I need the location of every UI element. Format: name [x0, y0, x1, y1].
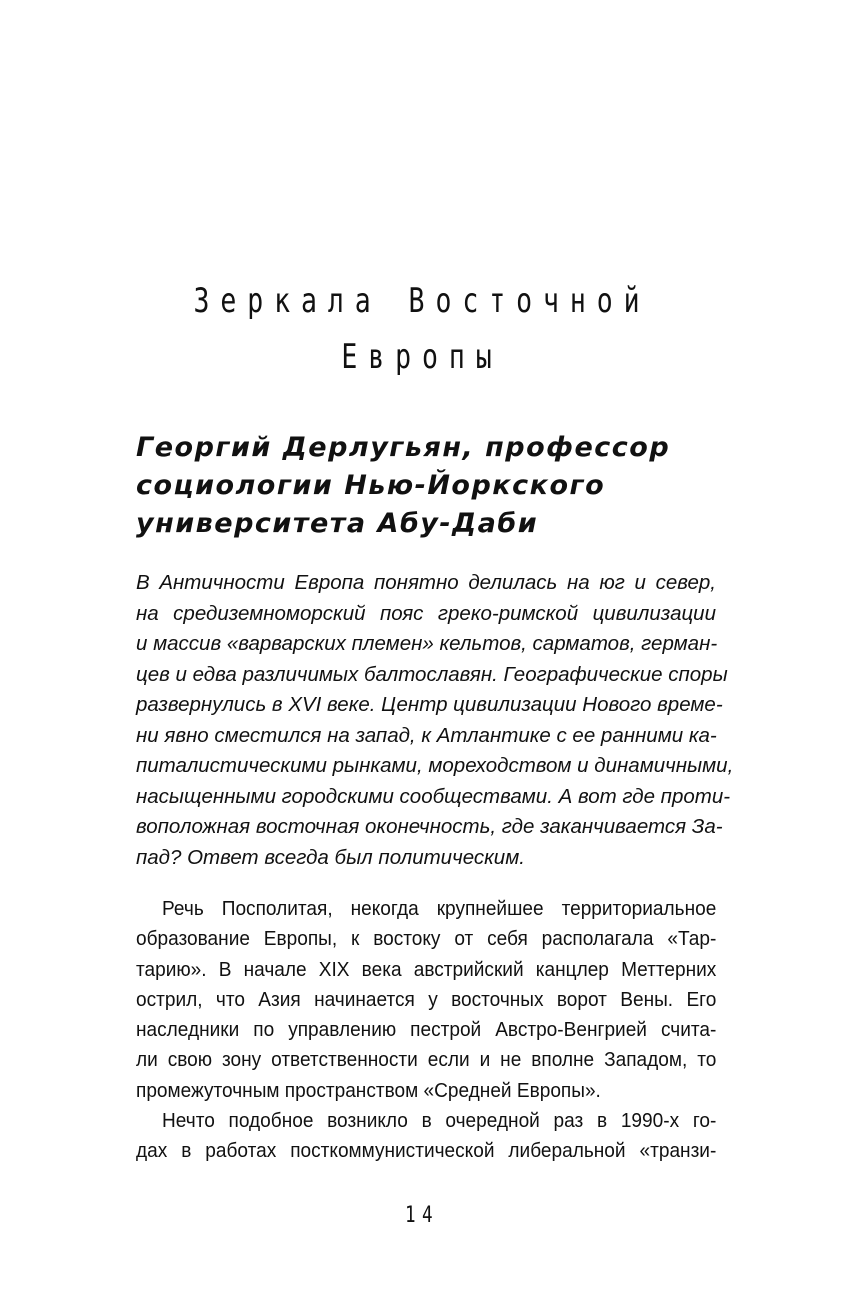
- body-line: образование Европы, к востоку от себя располагала «Тар-: [136, 927, 717, 951]
- lead-line: ни явно сместился на запад, к Атлантике с ее ранними ка-: [136, 723, 717, 747]
- chapter-title-line-1: Зеркала Восточной: [193, 281, 651, 321]
- lead-line: цев и едва различимых балтославян. Географические споры: [136, 662, 728, 686]
- body-line: тарию». В начале XIX века австрийский канцлер Меттерних: [136, 957, 717, 981]
- lead-line: развернулись в XVI веке. Центр цивилизации Нового време-: [136, 693, 723, 716]
- body-text: [136, 894, 716, 1167]
- body-line: наследники по управлению пестрой Австро-Венгрией счита-: [136, 1018, 717, 1042]
- body-line: дах в работах посткоммунистической либеральной «транзи-: [136, 1139, 717, 1163]
- author-line: Георгий Дерлугьян, профессор: [136, 432, 671, 463]
- lead-line: воположная восточная оконечность, где заканчивается За-: [136, 815, 723, 838]
- body-line: Речь Посполитая, некогда крупнейшее территориальное: [162, 897, 717, 920]
- lead-line: В Античности Европа понятно делилась на юг и север,: [136, 571, 716, 594]
- lead-line: на средиземноморский пояс греко-римской цивилизации: [136, 601, 716, 625]
- author-line: социологии Нью-Йоркского: [136, 470, 606, 501]
- lead-paragraph: [136, 568, 734, 873]
- author-line: университета Абу-Даби: [136, 508, 539, 539]
- author-byline: [136, 429, 756, 543]
- lead-line: насыщенными городскими сообществами. А вот где проти-: [136, 784, 731, 808]
- body-line: острил, что Азия начинается у восточных ворот Вены. Его: [136, 987, 717, 1011]
- lead-line: пад? Ответ всегда был политическим.: [136, 845, 525, 869]
- page-number: 14: [405, 1203, 439, 1228]
- lead-line: питалистическими рынками, мореходством и динамичными,: [136, 754, 734, 777]
- body-line: промежуточным пространством «Средней Европы».: [136, 1078, 601, 1102]
- body-line: Нечто подобное возникло в очередной раз в 1990-х го-: [162, 1109, 717, 1133]
- body-line: ли свою зону ответственности если и не вполне Западом, то: [136, 1048, 717, 1072]
- chapter-title-line-2: Европы: [341, 337, 503, 377]
- lead-line: и массив «варварских племен» кельтов, сарматов, герман-: [136, 632, 718, 655]
